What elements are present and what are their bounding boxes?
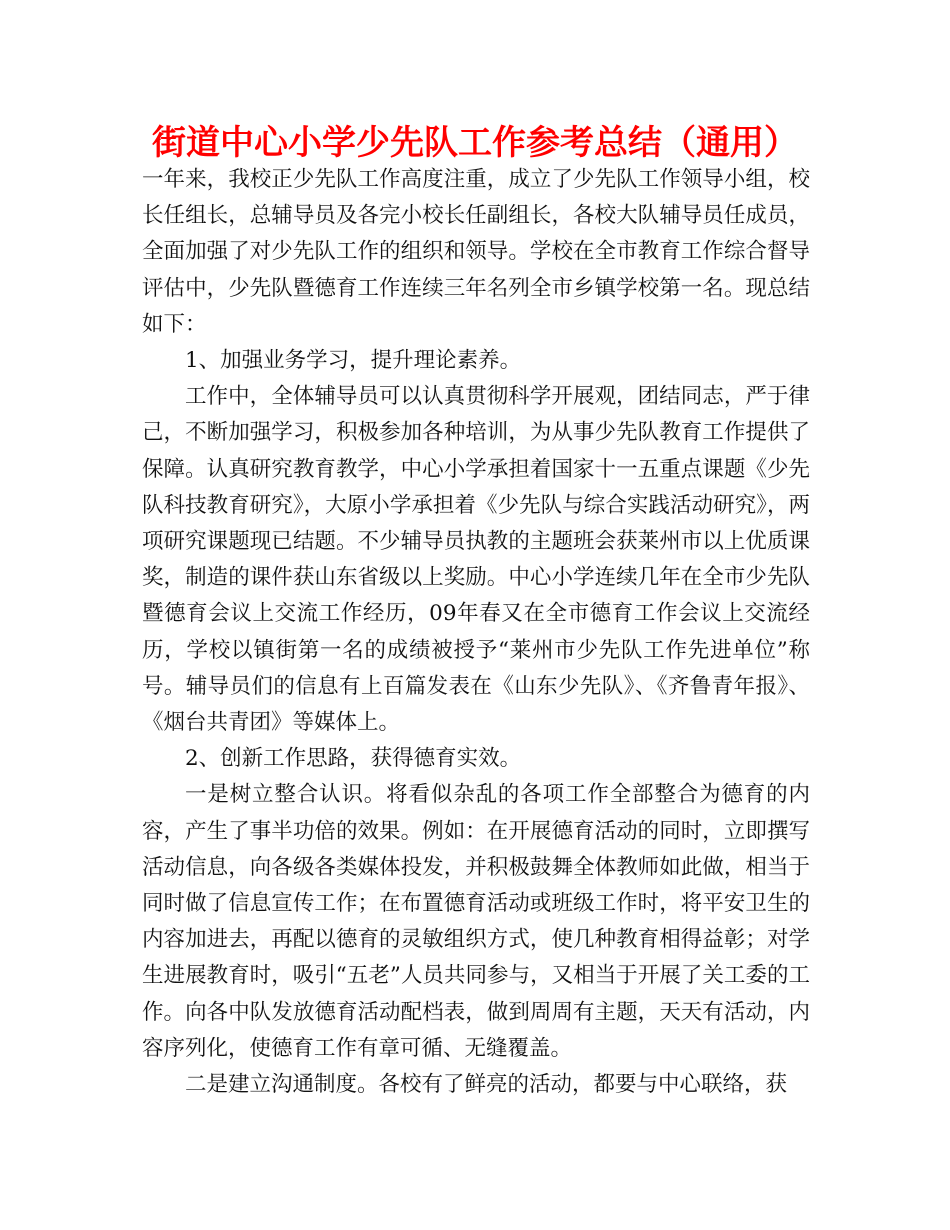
paragraph-section-1: 工作中，全体辅导员可以认真贯彻科学开展观，团结同志，严于律己，不断加强学习，积极参加各种培训，为从事少先队教育工作提供了保障。认真研究教育教学，中心小学承担着国家十一五重点课题《少先队科技教育研究》，大原小学承担着《少先队与综合实践活动研究》，两项研究课题现已结题。不少辅导员执教的主题班会获莱州市以上优质课奖，制造的课件获山东省级以上奖励。中心小学连续几年在全市少先队暨德育会议上交流工作经历，09年春又在全市德育工作会议上交流经历，学校以镇街第一名的成绩被授予“莱州市少先队工作先进单位”称号。辅导员们的信息有上百篇发表在《山东少先队》、《齐鲁青年报》、《烟台共青团》等媒体上。 (142, 384, 810, 736)
document-title: 街道中心小学少先队工作参考总结（通用） (152, 123, 798, 163)
section-heading-2: 2、创新工作思路，获得德育实效。 (185, 746, 522, 772)
paragraph-intro: 一年来，我校正少先队工作高度注重，成立了少先队工作领导小组，校长任组长，总辅导员及各完小校长任副组长，各校大队辅导员任成员，全面加强了对少先队工作的组织和领导。学校在全市教育工作综合督导评估中，少先队暨德育工作连续三年名列全市乡镇学校第一名。现总结如下： (142, 167, 810, 337)
paragraph-section-2-part-1: 一是树立整合认识。将看似杂乱的各项工作全部整合为德育的内容，产生了事半功倍的效果。例如：在开展德育活动的同时，立即撰写活动信息，向各级各类媒体投发，并积极鼓舞全体教师如此做，相当于同时做了信息宣传工作；在布置德育活动或班级工作时，将平安卫生的内容加进去，再配以德育的灵敏组织方式，使几种教育相得益彰；对学生进展教育时，吸引“五老”人员共同参与，又相当于开展了关工委的工作。向各中队发放德育活动配档表，做到周周有主题，天天有活动，内容序列化，使德育工作有章可循、无缝覆盖。 (142, 782, 810, 1061)
document-body (142, 162, 810, 1103)
paragraph-section-2-part-2: 二是建立沟通制度。各校有了鲜亮的活动，都要与中心联络，获 (185, 1072, 788, 1098)
section-heading-1: 1、加强业务学习，提升理论素养。 (185, 348, 522, 374)
